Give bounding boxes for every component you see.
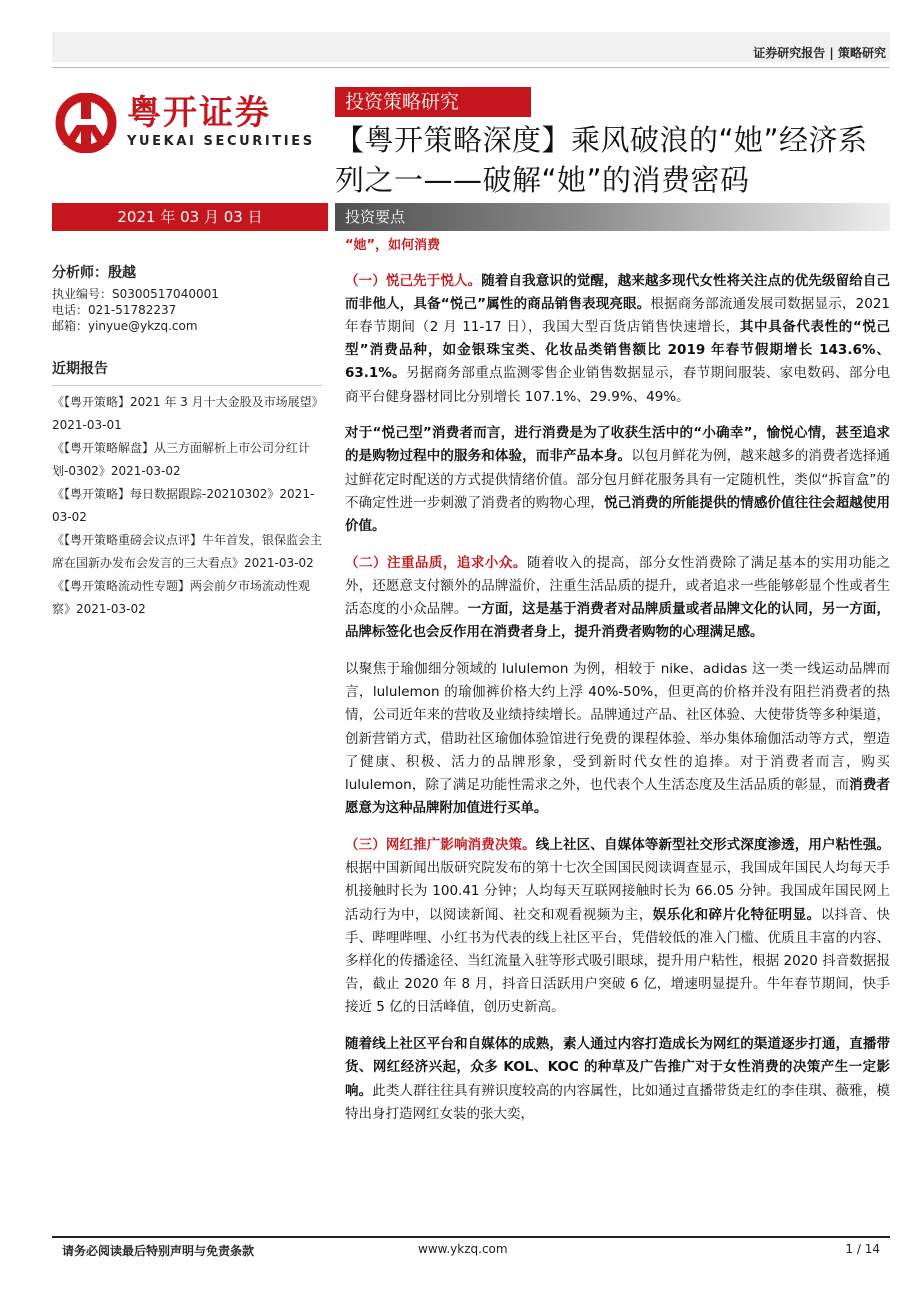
logo-text-en: YUEKAI SECURITIES	[127, 134, 315, 149]
analyst-license: 执业编号：S0300517040001	[52, 287, 219, 301]
paragraph-2: 对于“悦己型”消费者而言，进行消费是为了收获生活中的“小确幸”，愉悦心情，甚至追求的是购物过程中的服务和体验，而非产品本身。以包月鲜花为例，越来越多的消费者选择通过鲜花定时配送的方式提供情绪价值。部分包月鲜花服务具有一定随机性，类似“拆盲盒”的不确定性进一步刺激了消费者的购物心理，悦己消费的所能提供的情感价值往往会超越使用价值。	[345, 425, 891, 535]
footer-website[interactable]: www.ykzq.com	[418, 1242, 508, 1256]
yuekai-logo-icon	[55, 93, 117, 153]
section-subhead: “她”，如何消费	[345, 238, 441, 253]
recent-report-item[interactable]: 《【粤开策略流动性专题】两会前夕市场流动性观察》2021-03-02	[52, 579, 311, 616]
analyst-email[interactable]: 邮箱：yinyue@ykzq.com	[52, 319, 198, 333]
recent-reports-heading: 近期报告	[52, 358, 322, 386]
paragraph-1: （一）悦己先于悦人。随着自我意识的觉醒，越来越多现代女性将关注点的优先级留给自己而非他人，具备“悦己”属性的商品销售表现亮眼。根据商务部流通发展司数据显示，2021 年春节期间（2 月 11-17 日），我国大型百货店销售快速增长，其中具备代表性的“悦己型”消费品种，如金银珠宝类、化妆品类销售额比 2019 年春节假期增长 143.6%、63.1%。另据商务部重点监测零售企业销售数据显示，春节期间服装、家电数码、部分电商平台健身器材同比分别增长 107.1%、29.9%、49%。	[345, 272, 891, 405]
logo-text-cn: 粤开证券	[127, 93, 271, 133]
analyst-name: 分析师：殷越	[52, 265, 136, 281]
recent-report-item[interactable]: 《【粤开策略重磅会议点评】牛年首发，银保监会主席在国新办发布会发言的三大看点》2021-03-02	[52, 533, 323, 570]
company-logo	[55, 93, 315, 153]
footer-page-number: 1 / 14	[845, 1242, 880, 1256]
key-points-bar: 投资要点	[335, 203, 890, 231]
footer-disclaimer: 请务必阅读最后特别声明与免责条款	[62, 1244, 255, 1258]
paragraph-5: （三）网红推广影响消费决策。线上社区、自媒体等新型社交形式深度渗透，用户粘性强。根据中国新闻出版研究院发布的第十七次全国国民阅读调查显示，我国成年国民人均每天手机接触时长为 100.41 分钟；人均每天互联网接触时长为 66.05 分钟。我国成年国民网上活动行为中，以阅读新闻、社交和观看视频为主，娱乐化和碎片化特征明显。以抖音、快手、哔哩哔哩、小红书为代表的线上社区平台，凭借较低的准入门槛、优质且丰富的内容、多样化的传播途径、当红流量入驻等形式吸引眼球，提升用户粘性，根据 2020 抖音数据报告，截止 2020 年 8 月，抖音日活跃用户突破 6 亿，增速明显提升。牛年春节期间，快手接近 5 亿的日活峰值，创历史新高。	[345, 836, 891, 1016]
analyst-phone: 电话：021-51782237	[52, 303, 177, 317]
paragraph-3: （二）注重品质，追求小众。随着收入的提高，部分女性消费除了满足基本的实用功能之外，还愿意支付额外的品牌溢价，注重生活品质的提升，或者追求一些能够彰显个性或者生活态度的小众品牌。一方面，这是基于消费者对品牌质量或者品牌文化的认同，另一方面，品牌标签化也会反作用在消费者身上，提升消费者购物的心理满足感。	[345, 554, 891, 641]
paragraph-6: 随着线上社区平台和自媒体的成熟，素人通过内容打造成长为网红的渠道逐步打通，直播带货、网红经济兴起，众多 KOL、KOC 的种草及广告推广对于女性消费的决策产生一定影响。此类人群往往具有辨识度较高的内容属性，比如通过直播带货走红的李佳琪、薇雅，模特出身打造网红女装的张大奕，	[345, 1036, 891, 1122]
recent-report-item[interactable]: 《【粤开策略】每日数据跟踪-20210302》2021-03-02	[52, 487, 315, 524]
recent-report-item[interactable]: 《【粤开策略】2021 年 3 月十大金股及市场展望》2021-03-01	[52, 395, 318, 432]
recent-report-item[interactable]: 《【粤开策略解盘】从三方面解析上市公司分红计划-0302》2021-03-02	[52, 441, 311, 478]
report-category: 投资策略研究	[335, 87, 531, 117]
header-divider	[52, 67, 890, 68]
paragraph-4: 以聚焦于瑜伽细分领域的 lululemon 为例，相较于 nike、adidas 这一类一线运动品牌而言，lululemon 的瑜伽裤价格大约上浮 40%-50%，但更高的价格并没有阻拦消费者的热情，公司近年来的营收及业绩持续增长。品牌通过产品、社区体验、大使带货等多种渠道，创新营销方式，借助社区瑜伽体验馆进行免费的课程体验、举办集体瑜伽活动等方式，塑造了健康、积极、活力的品牌形象，受到新时代女性的追捧。对于消费者而言，购买 lululemon，除了满足功能性需求之外，也代表个人生活态度及生活品质的彰显，而消费者愿意为这种品牌附加值进行买单。	[345, 661, 891, 817]
sidebar	[52, 262, 322, 621]
header-title: 证券研究报告 | 策略研究	[753, 46, 886, 60]
main-content	[345, 236, 890, 1137]
footer-divider	[52, 1236, 890, 1238]
report-date: 2021 年 03 月 03 日	[52, 203, 328, 231]
report-title: 【粤开策略深度】乘风破浪的“她”经济系列之一——破解“她”的消费密码	[335, 123, 868, 197]
